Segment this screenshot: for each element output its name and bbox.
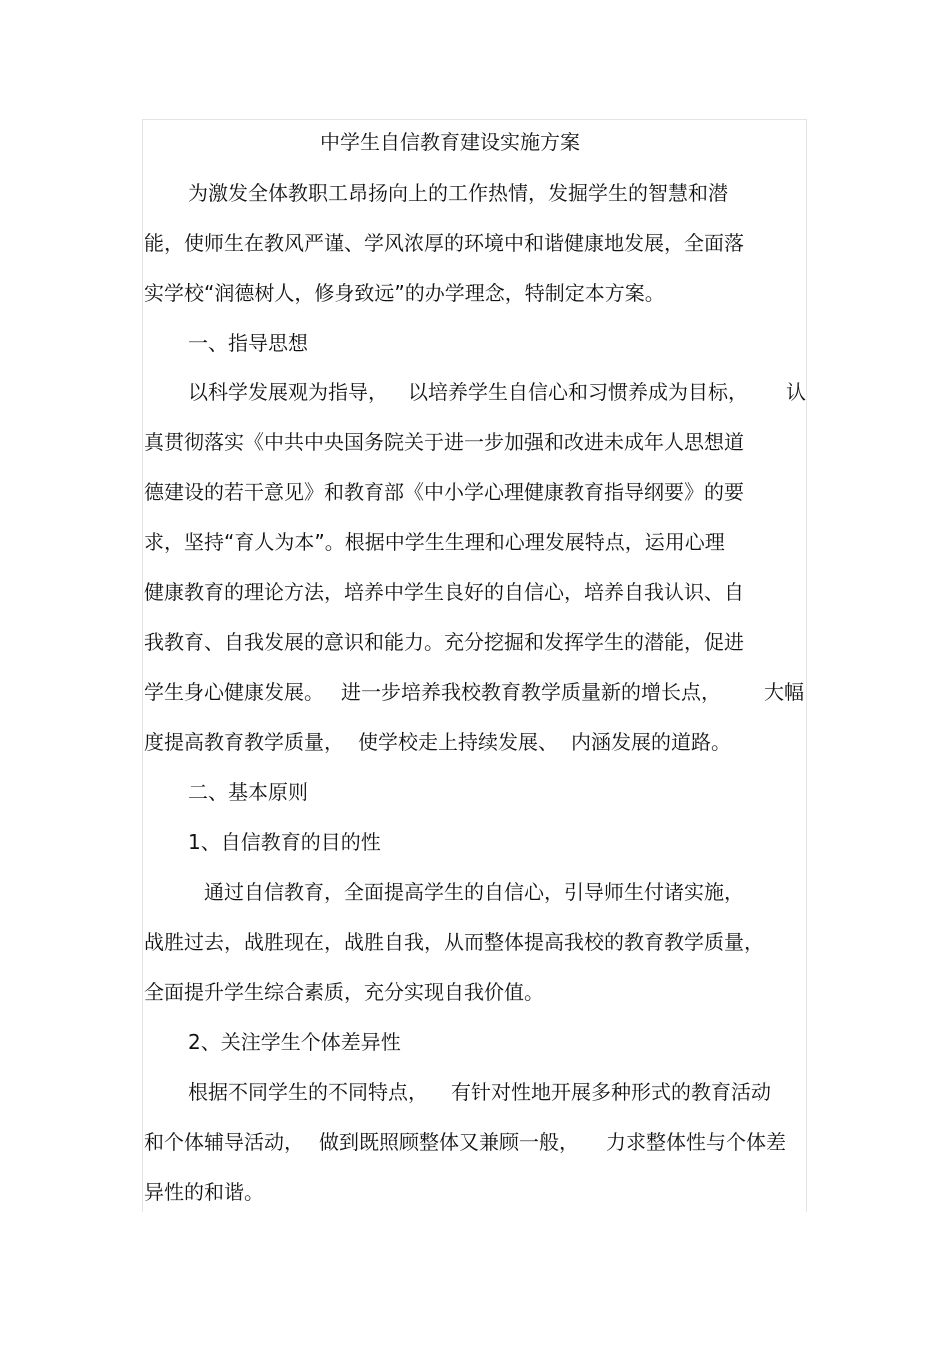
section1-paragraph-line-2: 真贯彻落实《中共中央国务院关于进一步加强和改进未成年人思想道 xyxy=(144,430,744,454)
section1-paragraph-line-3: 德建设的若干意见》和教育部《中小学心理健康教育指导纲要》的要 xyxy=(144,480,744,504)
intro-line-2: 能，使师生在教风严谨、学风浓厚的环境中和谐健康地发展，全面落 xyxy=(144,231,744,255)
principle-1-line-2: 战胜过去，战胜现在，战胜自我，从而整体提高我校的教育教学质量， xyxy=(144,930,764,954)
section1-paragraph-line-8 xyxy=(144,728,744,756)
principle-2-l2-part-c: 力求整体性与个体差 xyxy=(606,1130,786,1154)
section1-p1-part-c: 认 xyxy=(786,380,806,404)
section-heading-basic-principles: 二、基本原则 xyxy=(188,780,308,804)
section1-p2-part-c: 大幅 xyxy=(764,680,804,704)
section1-p2-part-a: 学生身心健康发展。 xyxy=(144,680,324,704)
section1-p3-part-b: 使学校走上持续发展、 xyxy=(358,730,558,754)
principle-2-heading: 2、关注学生个体差异性 xyxy=(188,1030,401,1054)
principle-2-l2-part-a: 和个体辅导活动， xyxy=(144,1130,304,1154)
intro-line-3: 实学校“润德树人，修身致远”的办学理念，特制定本方案。 xyxy=(144,281,665,305)
section-heading-guiding-ideology: 一、指导思想 xyxy=(188,331,308,355)
section1-paragraph-line-6: 我教育、自我发展的意识和能力。充分挖掘和发挥学生的潜能，促进 xyxy=(144,630,744,654)
principle-2-l1-part-b: 有针对性地开展多种形式的教育活动 xyxy=(451,1080,771,1104)
principle-2-l2-part-b: 做到既照顾整体又兼顾一般， xyxy=(319,1130,579,1154)
principle-1-heading: 1、自信教育的目的性 xyxy=(188,830,381,854)
section1-paragraph-line-1 xyxy=(188,378,806,406)
principle-2-line-2 xyxy=(144,1128,796,1156)
intro-line-1: 为激发全体教职工昂扬向上的工作热情，发掘学生的智慧和潜 xyxy=(188,181,728,205)
principle-1-line-3: 全面提升学生综合素质，充分实现自我价值。 xyxy=(144,980,544,1004)
principle-1-line-1: 通过自信教育，全面提高学生的自信心，引导师生付诸实施， xyxy=(204,880,744,904)
section1-paragraph-line-5: 健康教育的理论方法，培养中学生良好的自信心，培养自我认识、自 xyxy=(144,580,744,604)
principle-2-line-1 xyxy=(188,1078,788,1106)
document-title: 中学生自信教育建设实施方案 xyxy=(320,130,580,154)
section1-p3-part-c: 内涵发展的道路。 xyxy=(571,730,731,754)
principle-2-line-3: 异性的和谐。 xyxy=(144,1180,264,1204)
section1-p1-part-a: 以科学发展观为指导， xyxy=(188,380,388,404)
section1-paragraph-line-4: 求，坚持“育人为本”。根据中学生生理和心理发展特点，运用心理 xyxy=(144,530,725,554)
section1-paragraph-line-7 xyxy=(144,678,806,706)
section1-p2-part-b: 进一步培养我校教育教学质量新的增长点， xyxy=(341,680,721,704)
section1-p1-part-b: 以培养学生自信心和习惯养成为目标， xyxy=(408,380,748,404)
principle-2-l1-part-a: 根据不同学生的不同特点， xyxy=(188,1080,428,1104)
section1-p3-part-a: 度提高教育教学质量， xyxy=(144,730,344,754)
